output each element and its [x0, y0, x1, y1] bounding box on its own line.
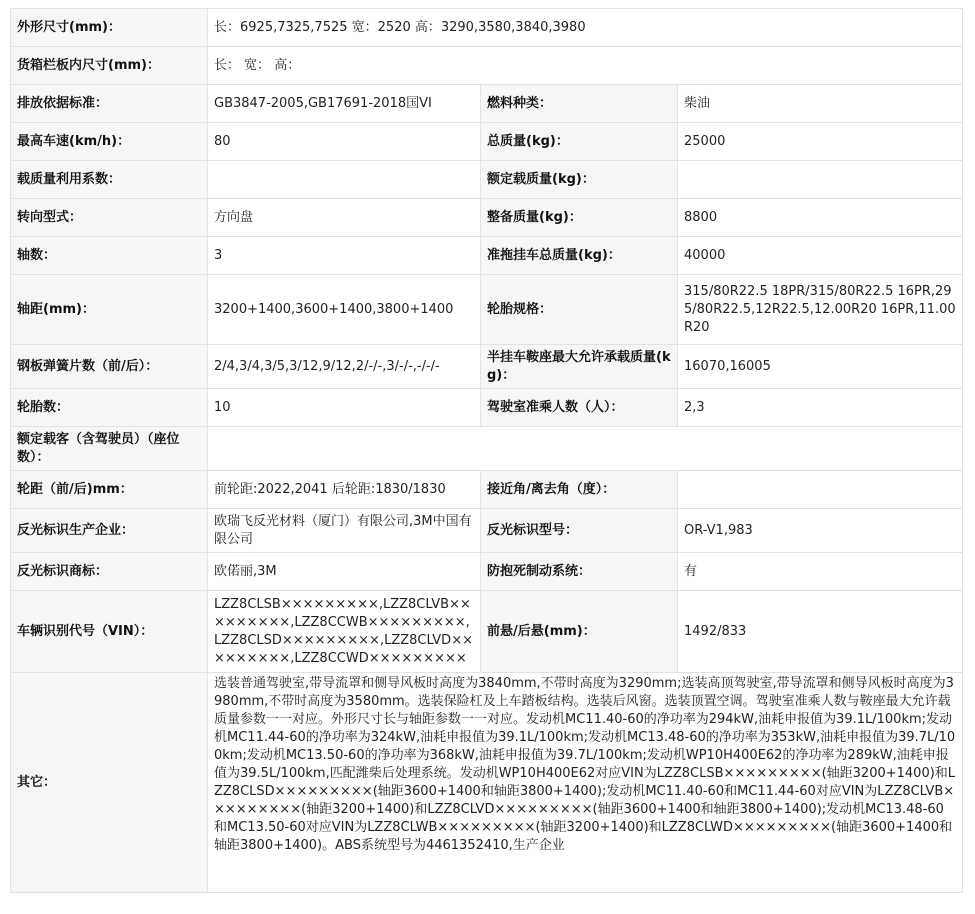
value-approach-angle — [678, 471, 963, 509]
label-tire-count: 轮胎数： — [11, 389, 208, 427]
label-rated-passengers: 额定载客（含驾驶员）（座位数）： — [11, 427, 208, 471]
spec-row-reflector-maker — [11, 509, 963, 553]
spec-row-load-factor — [11, 161, 963, 199]
spec-row-tires — [11, 389, 963, 427]
vehicle-spec-table — [10, 8, 963, 893]
label-leaf-springs: 钢板弹簧片数（前/后）： — [11, 345, 208, 389]
value-vin: LZZ8CLSB×××××××××,LZZ8CLVB×××××××××,LZZ8CCWB×××××××××,LZZ8CLSD×××××××××,LZZ8CLVD×××××××××,LZZ8CCWD××××××××× — [208, 591, 481, 673]
spec-row-cargo-box — [11, 47, 963, 85]
value-other: 选装普通驾驶室,带导流罩和侧导风板时高度为3840mm,不带时高度为3290mm;选装高顶驾驶室,带导流罩和侧导风板时高度为3980mm,不带时高度为3580mm。选装保险杠及上车踏板结构。选装后风窗。选装顶置空调。驾驶室准乘人数与鞍座最大允许载质量参数一一对应。外形尺寸长与轴距参数一一对应。发动机MC11.40-60的净功率为294kW,油耗申报值为39.1L/100km;发动机MC11.44-60的净功率为324kW,油耗申报值为39.1L/100km;发动机MC13.48-60的净功率为353kW,油耗申报值为39.7L/100km;发动机MC13.50-60的净功率为368kW,油耗申报值为39.7L/100km;发动机WP10H400E62的净功率为289kW,油耗申报值为39.5L/100km,匹配潍柴后处理系统。发动机WP10H400E62对应VIN为LZZ8CLSB×××××××××(轴距3200+1400)和LZZ8CLSD×××××××××(轴距3600+1400和轴距3800+1400);发动机MC11.40-60和MC11.44-60对应VIN为LZZ8CLVB×××××××××(轴距3200+1400)和LZZ8CLVD×××××××××(轴距3600+1400和轴距3800+1400);发动机MC13.48-60和MC13.50-60对应VIN为LZZ8CLWB×××××××××(轴距3200+1400)和LZZ8CLWD×××××××××(轴距3600+1400和轴距3800+1400)。ABS系统型号为4461352410,生产企业 — [208, 673, 963, 893]
value-trailer-mass: 40000 — [678, 237, 963, 275]
spec-row-vin — [11, 591, 963, 673]
value-dimensions: 长：6925,7325,7525 宽：2520 高：3290,3580,3840,3980 — [208, 9, 963, 47]
value-reflector-brand: 欧偌丽,3M — [208, 553, 481, 591]
spec-row-emission — [11, 85, 963, 123]
spec-row-track — [11, 471, 963, 509]
label-reflector-maker: 反光标识生产企业： — [11, 509, 208, 553]
value-tire-spec: 315/80R22.5 18PR/315/80R22.5 16PR,295/80R22.5,12R22.5,12.00R20 16PR,11.00R20 — [678, 275, 963, 345]
value-reflector-model: OR-V1,983 — [678, 509, 963, 553]
label-trailer-mass: 准拖挂车总质量(kg)： — [481, 237, 678, 275]
label-abs: 防抱死制动系统： — [481, 553, 678, 591]
value-tire-count: 10 — [208, 389, 481, 427]
value-curb-mass: 8800 — [678, 199, 963, 237]
spec-row-speed — [11, 123, 963, 161]
value-reflector-maker: 欧瑞飞反光材料（厦门）有限公司,3M中国有限公司 — [208, 509, 481, 553]
label-vin: 车辆识别代号（VIN）： — [11, 591, 208, 673]
label-emission-standard: 排放依据标准： — [11, 85, 208, 123]
value-wheelbase: 3200+1400,3600+1400,3800+1400 — [208, 275, 481, 345]
label-total-mass: 总质量(kg)： — [481, 123, 678, 161]
spec-row-axles — [11, 237, 963, 275]
label-dimensions: 外形尺寸(mm)： — [11, 9, 208, 47]
spec-row-springs — [11, 345, 963, 389]
spec-row-wheelbase — [11, 275, 963, 345]
value-track-width: 前轮距:2022,2041 后轮距:1830/1830 — [208, 471, 481, 509]
spec-row-passengers — [11, 427, 963, 471]
spec-row-other — [11, 673, 963, 893]
value-fuel-type: 柴油 — [678, 85, 963, 123]
label-cab-seats: 驾驶室准乘人数（人）： — [481, 389, 678, 427]
value-cab-seats: 2,3 — [678, 389, 963, 427]
value-load-factor — [208, 161, 481, 199]
label-overhang: 前悬/后悬(mm)： — [481, 591, 678, 673]
label-curb-mass: 整备质量(kg)： — [481, 199, 678, 237]
label-wheelbase: 轴距(mm)： — [11, 275, 208, 345]
label-load-factor: 载质量利用系数： — [11, 161, 208, 199]
label-approach-angle: 接近角/离去角（度）： — [481, 471, 678, 509]
value-cargo-box: 长： 宽： 高： — [208, 47, 963, 85]
value-abs: 有 — [678, 553, 963, 591]
label-axles: 轴数： — [11, 237, 208, 275]
label-reflector-model: 反光标识型号： — [481, 509, 678, 553]
label-saddle-load: 半挂车鞍座最大允许承载质量(kg)： — [481, 345, 678, 389]
spec-row-reflector-brand — [11, 553, 963, 591]
label-cargo-box: 货箱栏板内尺寸(mm)： — [11, 47, 208, 85]
label-rated-load: 额定载质量(kg)： — [481, 161, 678, 199]
value-total-mass: 25000 — [678, 123, 963, 161]
value-max-speed: 80 — [208, 123, 481, 161]
value-emission-standard: GB3847-2005,GB17691-2018国VI — [208, 85, 481, 123]
value-axles: 3 — [208, 237, 481, 275]
value-steering: 方向盘 — [208, 199, 481, 237]
label-steering: 转向型式： — [11, 199, 208, 237]
label-max-speed: 最高车速(km/h)： — [11, 123, 208, 161]
value-leaf-springs: 2/4,3/4,3/5,3/12,9/12,2/-/-,3/-/-,-/-/- — [208, 345, 481, 389]
label-tire-spec: 轮胎规格： — [481, 275, 678, 345]
value-rated-load — [678, 161, 963, 199]
label-fuel-type: 燃料种类： — [481, 85, 678, 123]
label-reflector-brand: 反光标识商标： — [11, 553, 208, 591]
spec-row-dimensions — [11, 9, 963, 47]
spec-row-steering — [11, 199, 963, 237]
label-track-width: 轮距（前/后)mm： — [11, 471, 208, 509]
value-rated-passengers — [208, 427, 963, 471]
value-saddle-load: 16070,16005 — [678, 345, 963, 389]
value-overhang: 1492/833 — [678, 591, 963, 673]
label-other: 其它： — [11, 673, 208, 893]
